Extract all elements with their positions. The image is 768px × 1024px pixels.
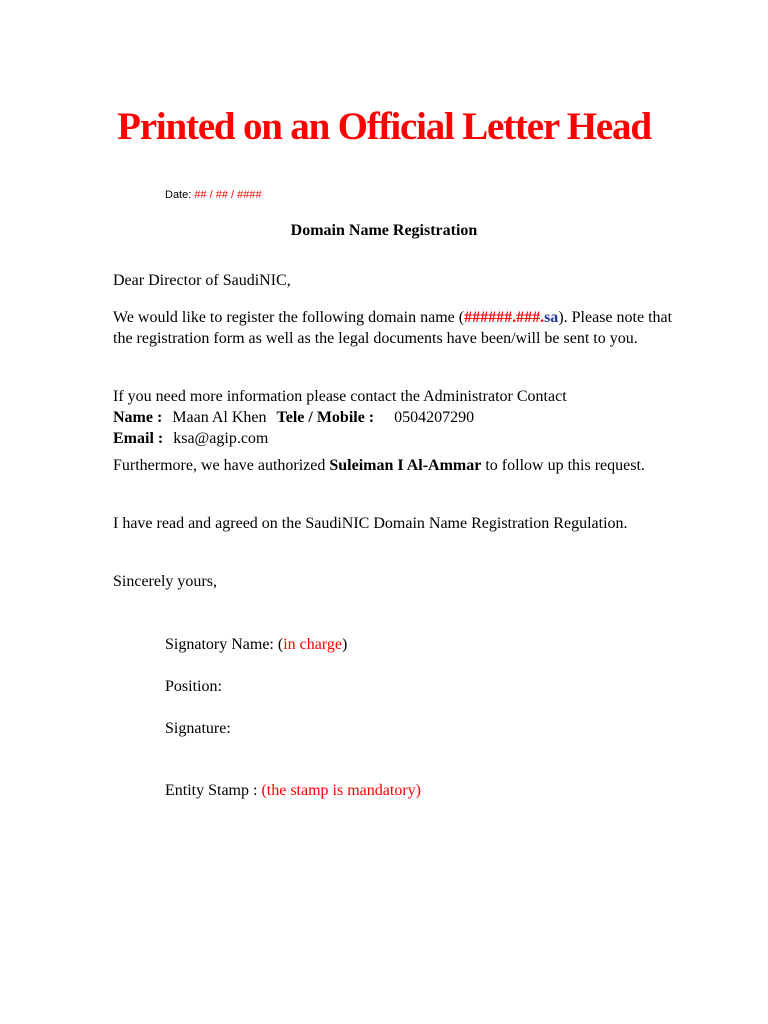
contact-intro: If you need more information please contact the Administrator Contact [113, 388, 567, 405]
paragraph1-post: ). [558, 309, 568, 326]
paragraph-authorization [113, 455, 673, 476]
signature-line: Signature: [165, 720, 231, 737]
contact-name-row [113, 407, 673, 428]
signatory-name-line [165, 634, 347, 655]
date-value: ## / ## / #### [194, 189, 262, 201]
paragraph-agreement: I have read and agreed on the SaudiNIC Domain Name Registration Regulation. [113, 515, 628, 532]
contact-email-row [113, 428, 673, 449]
contact-phone-value: 0504207290 [394, 409, 475, 426]
domain-placeholder: ######.###. [464, 309, 545, 326]
paragraph2-pre: Furthermore, we have authorized [113, 457, 330, 474]
domain-tld: sa [544, 309, 559, 326]
authorized-person: Suleiman I Al-Ammar [329, 457, 482, 474]
entity-stamp-line [165, 780, 421, 801]
contact-block [113, 386, 673, 449]
paragraph1-pre: We would like to register the following domain name ( [113, 309, 465, 326]
contact-email-label: Email : [113, 430, 164, 447]
paragraph1-continuation: Please note that the registration form as well as the legal documents have been/will be sent to you. [113, 309, 673, 347]
contact-name-label: Name : [113, 409, 163, 426]
signatory-name-close: ) [342, 636, 348, 653]
contact-email-value: ksa@agip.com [173, 430, 269, 447]
paragraph2-post: to follow up this request. [481, 457, 645, 474]
stamp-note: (the stamp is mandatory) [261, 782, 421, 799]
letterhead-title: Printed on an Official Letter Head [117, 105, 651, 148]
stamp-label: Entity Stamp : [165, 782, 262, 799]
closing: Sincerely yours, [113, 573, 217, 590]
signatory-name-label: Signatory Name: ( [165, 636, 284, 653]
contact-name-value: Maan Al Khen [172, 409, 267, 426]
position-line: Position: [165, 678, 222, 695]
date-line [165, 189, 262, 201]
subject-heading: Domain Name Registration [290, 222, 478, 239]
contact-phone-label: Tele / Mobile : [276, 409, 375, 426]
paragraph-domain-request [113, 307, 673, 349]
date-label: Date: [165, 189, 192, 201]
salutation: Dear Director of SaudiNIC, [113, 272, 291, 289]
signatory-name-hint: in charge [283, 636, 342, 653]
